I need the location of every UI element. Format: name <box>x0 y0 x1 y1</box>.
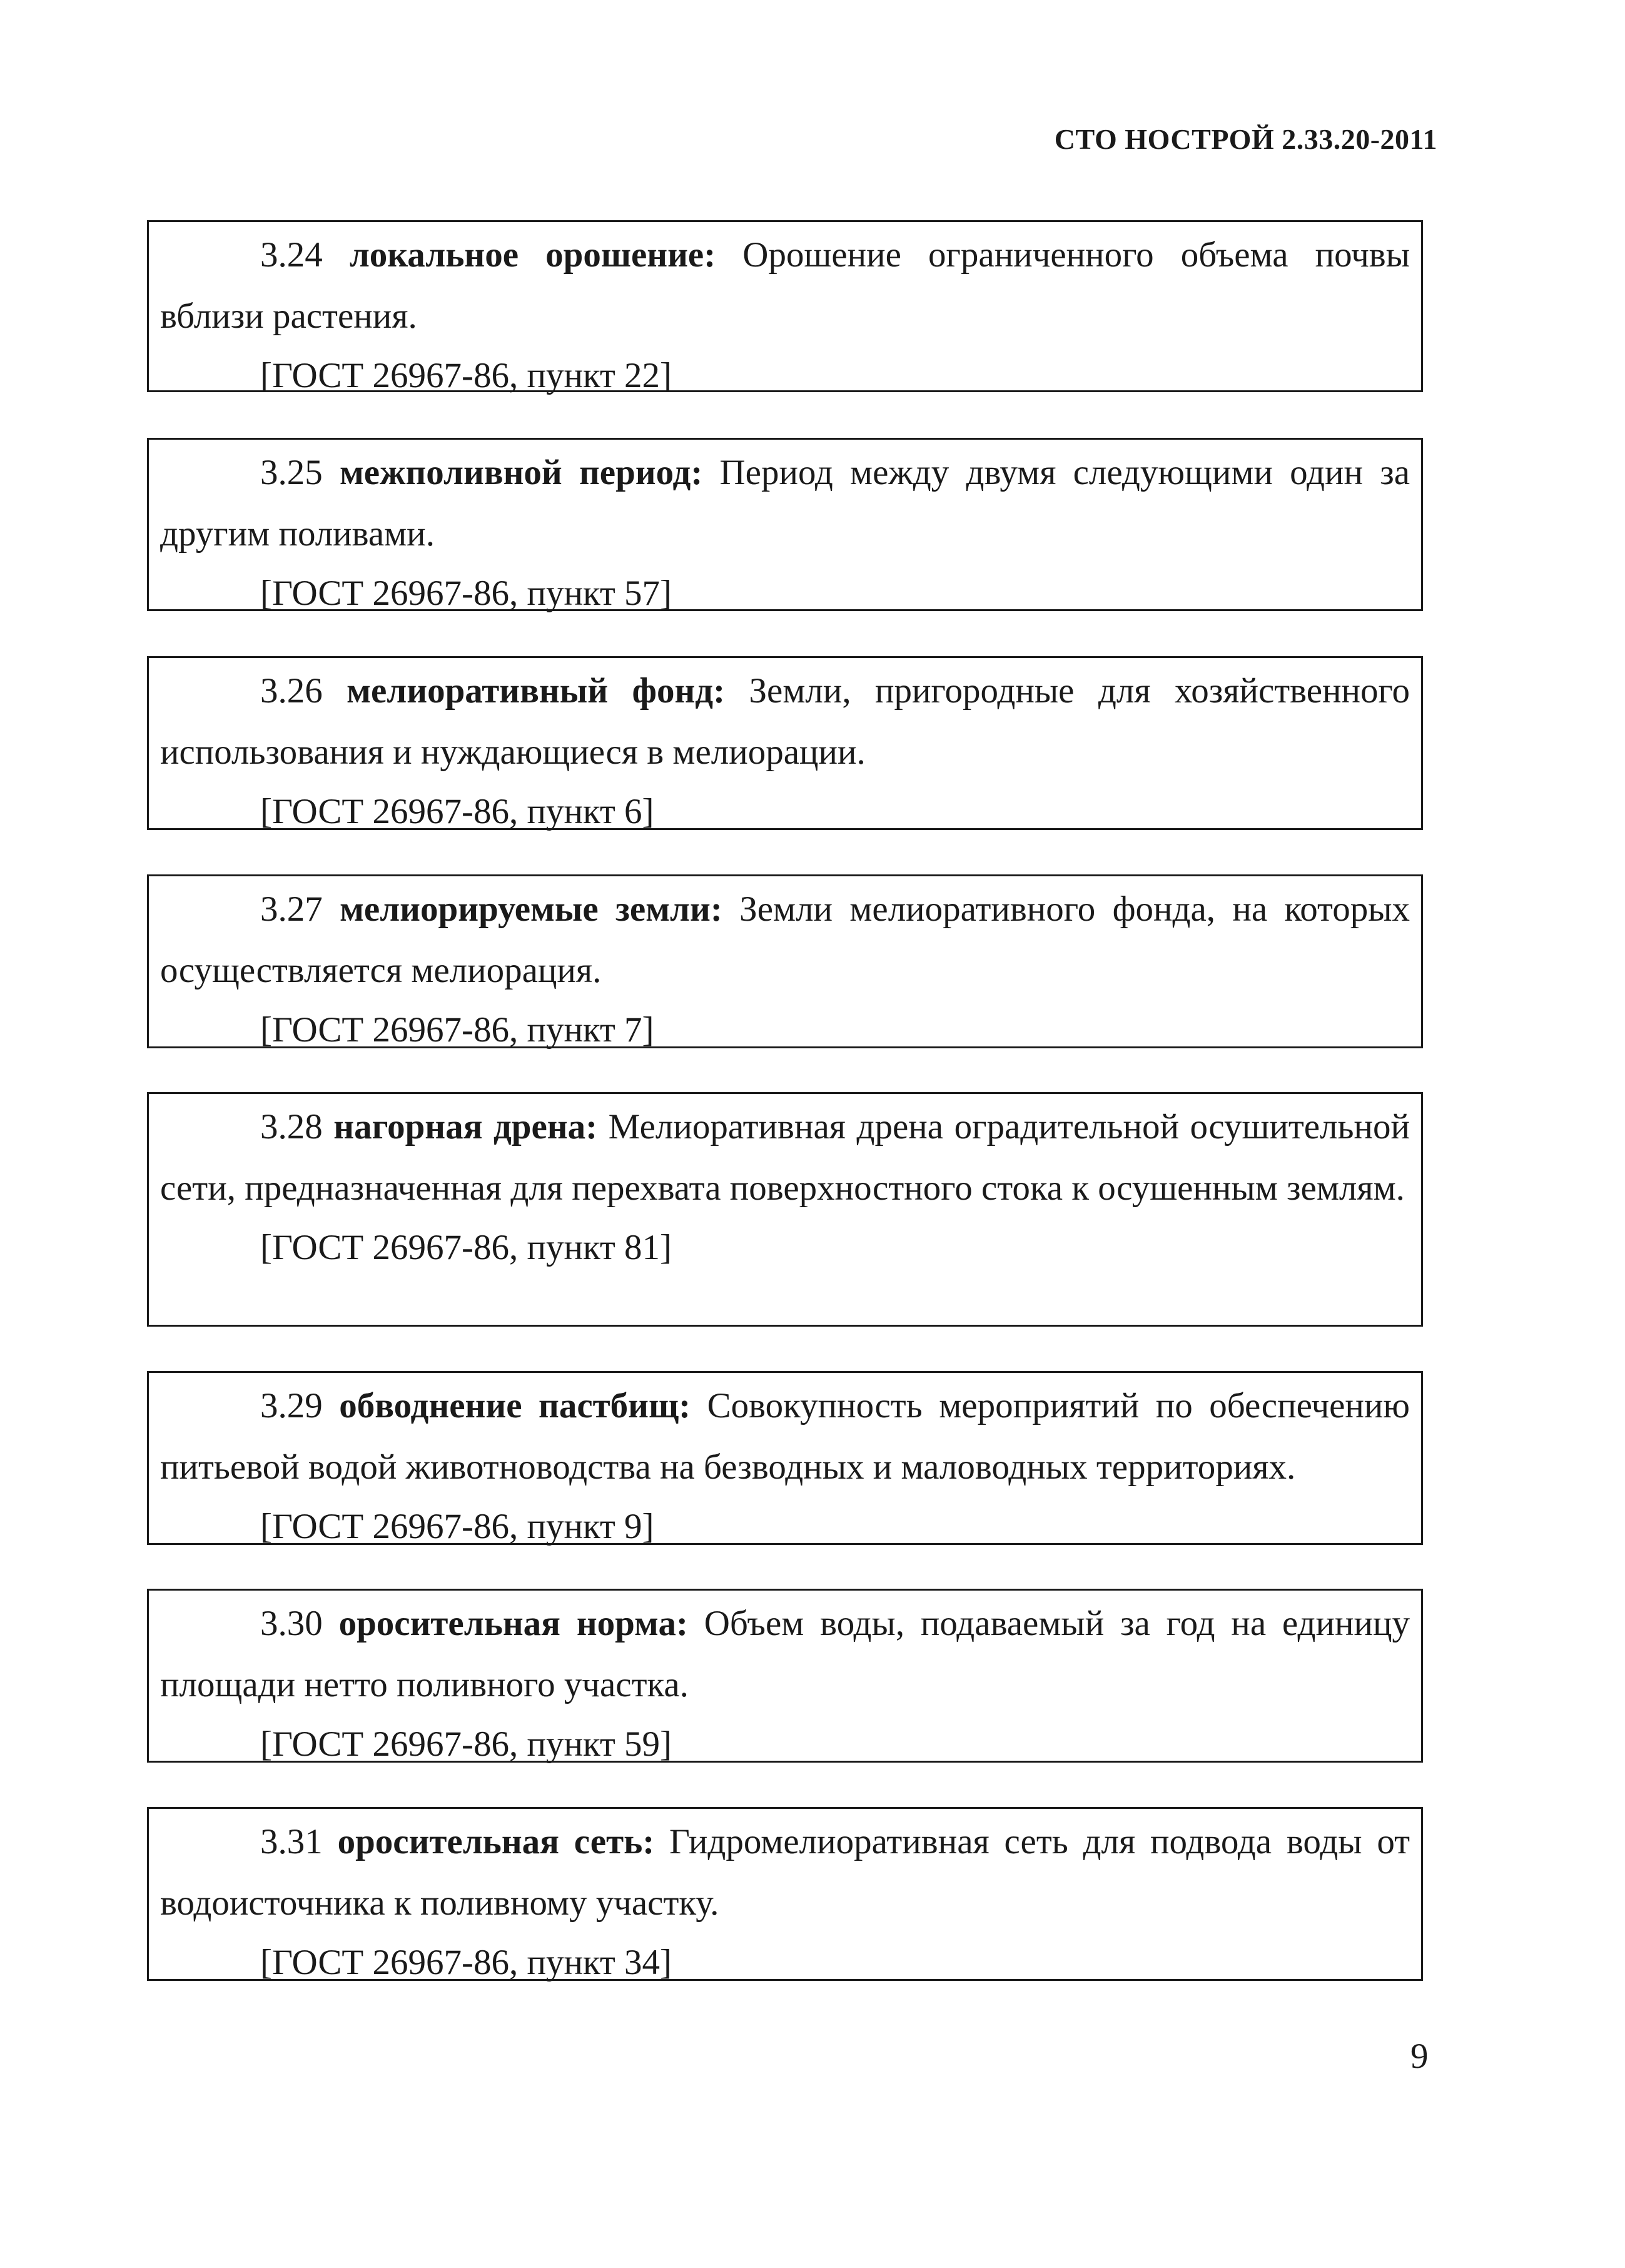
entry-number: 3.24 <box>260 235 323 275</box>
entry-text: Совокупность мероприятий по обеспечению питьевой водой животноводства на безводных и маловодных территориях. <box>160 1386 1410 1487</box>
entry-text: Период между двумя следующими один за другим поливами. <box>160 453 1410 554</box>
term-entry-3-30 <box>147 1589 1423 1763</box>
page-number: 9 <box>1410 2037 1429 2076</box>
entry-definition <box>160 442 1410 565</box>
entry-term: оросительная норма: <box>338 1604 688 1643</box>
entry-term: межполивной период: <box>339 453 703 492</box>
entry-text: Земли, пригородные для хозяйственного использования и нуждающиеся в мелиорации. <box>160 671 1410 772</box>
entry-term: локальное орошение: <box>349 235 716 275</box>
entry-term: нагорная дрена: <box>333 1107 598 1147</box>
entry-definition <box>160 1375 1410 1498</box>
term-entry-3-28 <box>147 1092 1423 1327</box>
entry-definition <box>160 661 1410 783</box>
entry-term: мелиорируемые земли: <box>340 889 722 929</box>
document-code: СТО НОСТРОЙ 2.33.20-2011 <box>1054 123 1437 155</box>
entry-number: 3.25 <box>260 453 323 492</box>
term-entry-3-26 <box>147 656 1423 830</box>
term-entry-3-31 <box>147 1807 1423 1981</box>
entry-reference: [ГОСТ 26967-86, пункт 81] <box>260 1228 672 1267</box>
entry-number: 3.26 <box>260 671 323 711</box>
entry-number: 3.30 <box>260 1604 323 1643</box>
entry-term: обводнение пастбищ: <box>339 1386 691 1425</box>
entry-reference: [ГОСТ 26967-86, пункт 22] <box>260 356 672 395</box>
entry-text: Гидромелиоративная сеть для подвода воды от водоисточника к поливному участку. <box>160 1822 1410 1923</box>
entry-text: Земли мелиоративного фонда, на которых осуществляется мелиорация. <box>160 889 1410 990</box>
entry-reference: [ГОСТ 26967-86, пункт 7] <box>260 1010 654 1050</box>
entry-definition <box>160 1593 1410 1716</box>
entry-number: 3.29 <box>260 1386 323 1425</box>
term-entry-3-25 <box>147 438 1423 611</box>
entry-text: Объем воды, подаваемый за год на единицу площади нетто поливного участка. <box>160 1604 1410 1704</box>
entry-number: 3.31 <box>260 1822 323 1861</box>
entry-number: 3.27 <box>260 889 323 929</box>
entry-reference: [ГОСТ 26967-86, пункт 57] <box>260 574 672 613</box>
entry-reference: [ГОСТ 26967-86, пункт 6] <box>260 792 654 831</box>
term-entry-3-24 <box>147 220 1423 395</box>
entry-definition <box>160 1096 1410 1219</box>
entry-reference: [ГОСТ 26967-86, пункт 59] <box>260 1724 672 1764</box>
entry-definition <box>160 1811 1410 1934</box>
entry-definition <box>160 879 1410 1001</box>
entry-definition <box>160 225 1410 347</box>
term-entry-3-27 <box>147 874 1423 1048</box>
entry-term: мелиоративный фонд: <box>347 671 726 711</box>
entry-term: оросительная сеть: <box>337 1822 655 1861</box>
entry-reference: [ГОСТ 26967-86, пункт 9] <box>260 1507 654 1546</box>
entry-number: 3.28 <box>260 1107 323 1147</box>
term-entry-3-29 <box>147 1371 1423 1545</box>
entry-text: Мелиоративная дрена оградительной осушительной сети, предназначенная для перехвата поверхностного стока к осушенным землям. <box>160 1107 1410 1208</box>
entry-text: Орошение ограниченного объема почвы вблизи растения. <box>160 235 1410 336</box>
entry-reference: [ГОСТ 26967-86, пункт 34] <box>260 1943 672 1982</box>
